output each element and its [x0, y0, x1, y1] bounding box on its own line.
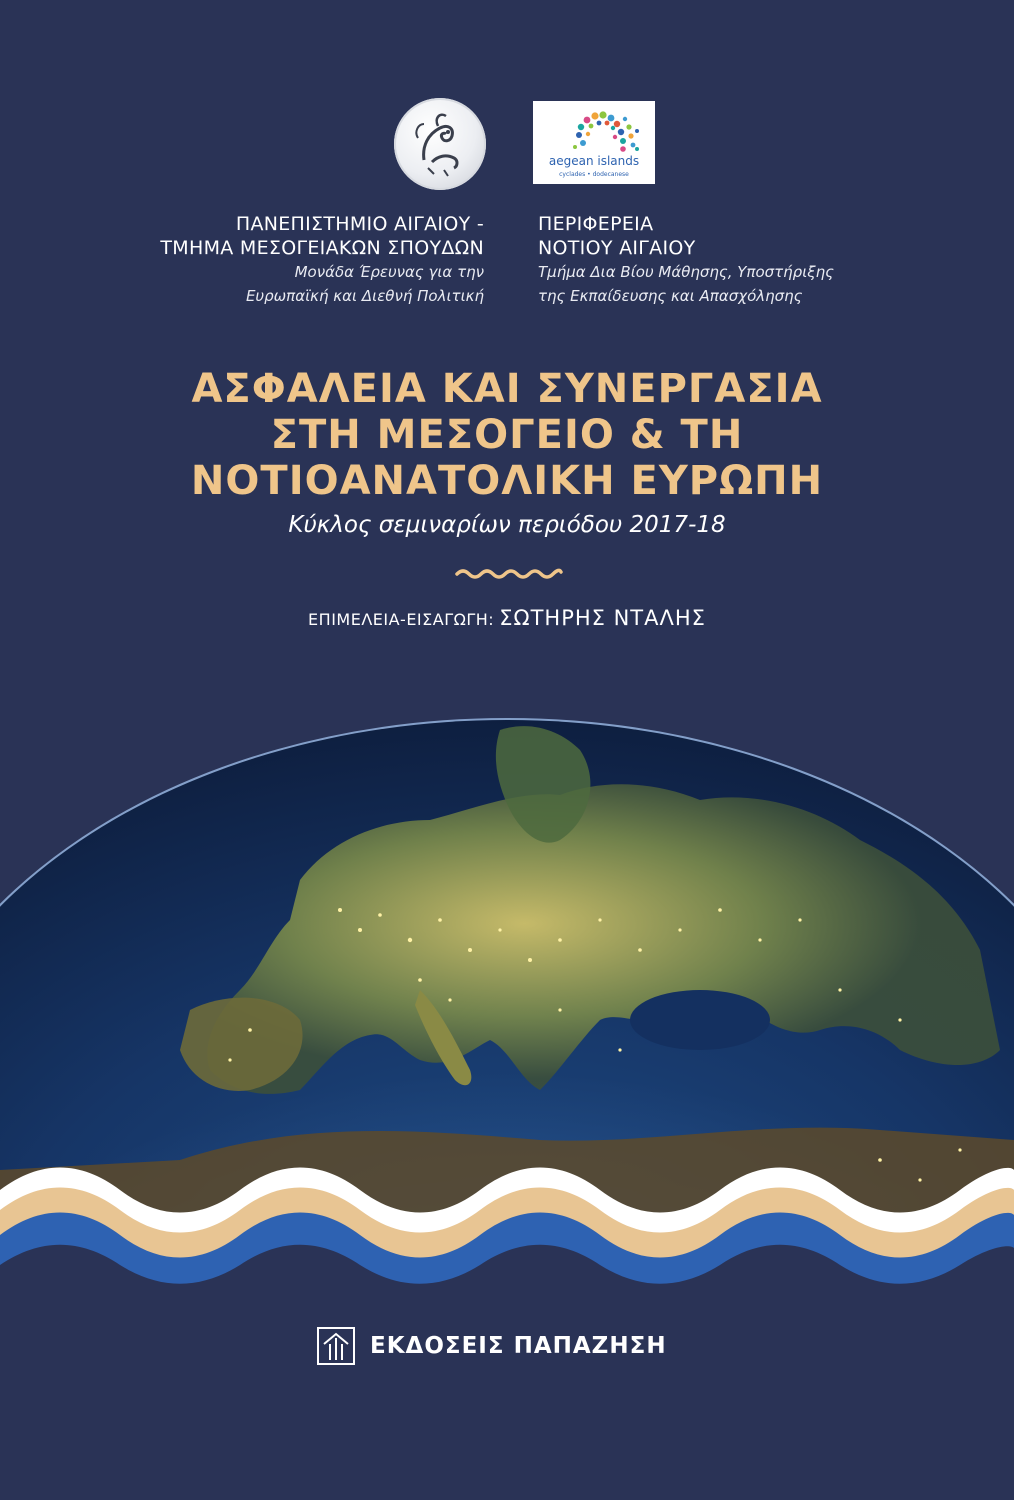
region-name-line2: ΝΟΤΙΟΥ ΑΙΓΑΙΟΥ: [538, 237, 696, 259]
building-icon: [316, 1326, 356, 1366]
europe-globe-image: [0, 690, 1014, 1290]
aegean-islands-logo: [533, 101, 655, 184]
region-name-line1: ΠΕΡΙΦΕΡΕΙΑ: [538, 213, 654, 235]
book-title-line2: ΣΤΗ ΜΕΣΟΓΕΙΟ & ΤΗ: [270, 412, 744, 458]
publisher-mark: [316, 1326, 667, 1366]
publisher-name: ΕΚΔΟΣΕΙΣ ΠΑΠΑΖΗΣΗ: [370, 1333, 667, 1359]
book-title-line1: ΑΣΦΑΛΕΙΑ ΚΑΙ ΣΥΝΕΡΓΑΣΙΑ: [191, 366, 823, 412]
region-dept-line1: Τμήμα Δια Βίου Μάθησης, Υποστήριξης: [538, 263, 834, 281]
editor-line: [0, 606, 1014, 630]
university-name-line1: ΠΑΝΕΠΙΣΤΗΜΙΟ ΑΙΓΑΙΟΥ -: [235, 213, 484, 235]
book-title: [0, 366, 1014, 504]
book-subtitle: Κύκλος σεμιναρίων περιόδου 2017-18: [288, 512, 726, 538]
university-emblem-icon: [394, 98, 486, 190]
university-unit-line1: Μονάδα Έρευνας για την: [294, 263, 484, 281]
region-block: [538, 212, 834, 308]
editor-name: ΣΩΤΗΡΗΣ ΝΤΑΛΗΣ: [499, 606, 706, 630]
squiggle-divider: [455, 566, 563, 580]
region-dept-line2: της Εκπαίδευσης και Απασχόλησης: [538, 287, 803, 305]
region-logo-main-text: aegean islands: [548, 154, 640, 168]
university-unit-line2: Ευρωπαϊκή και Διεθνή Πολιτική: [245, 287, 484, 305]
university-name-line2: ΤΜΗΜΑ ΜΕΣΟΓΕΙΑΚΩΝ ΣΠΟΥΔΩΝ: [160, 237, 484, 259]
region-logo-sub-text: cyclades • dodecanese: [559, 171, 629, 178]
editor-label: ΕΠΙΜΕΛΕΙΑ-ΕΙΣΑΓΩΓΗ:: [308, 610, 495, 629]
university-block: [160, 212, 484, 308]
book-title-line3: ΝΟΤΙΟΑΝΑΤΟΛΙΚΗ ΕΥΡΩΠΗ: [190, 458, 824, 504]
